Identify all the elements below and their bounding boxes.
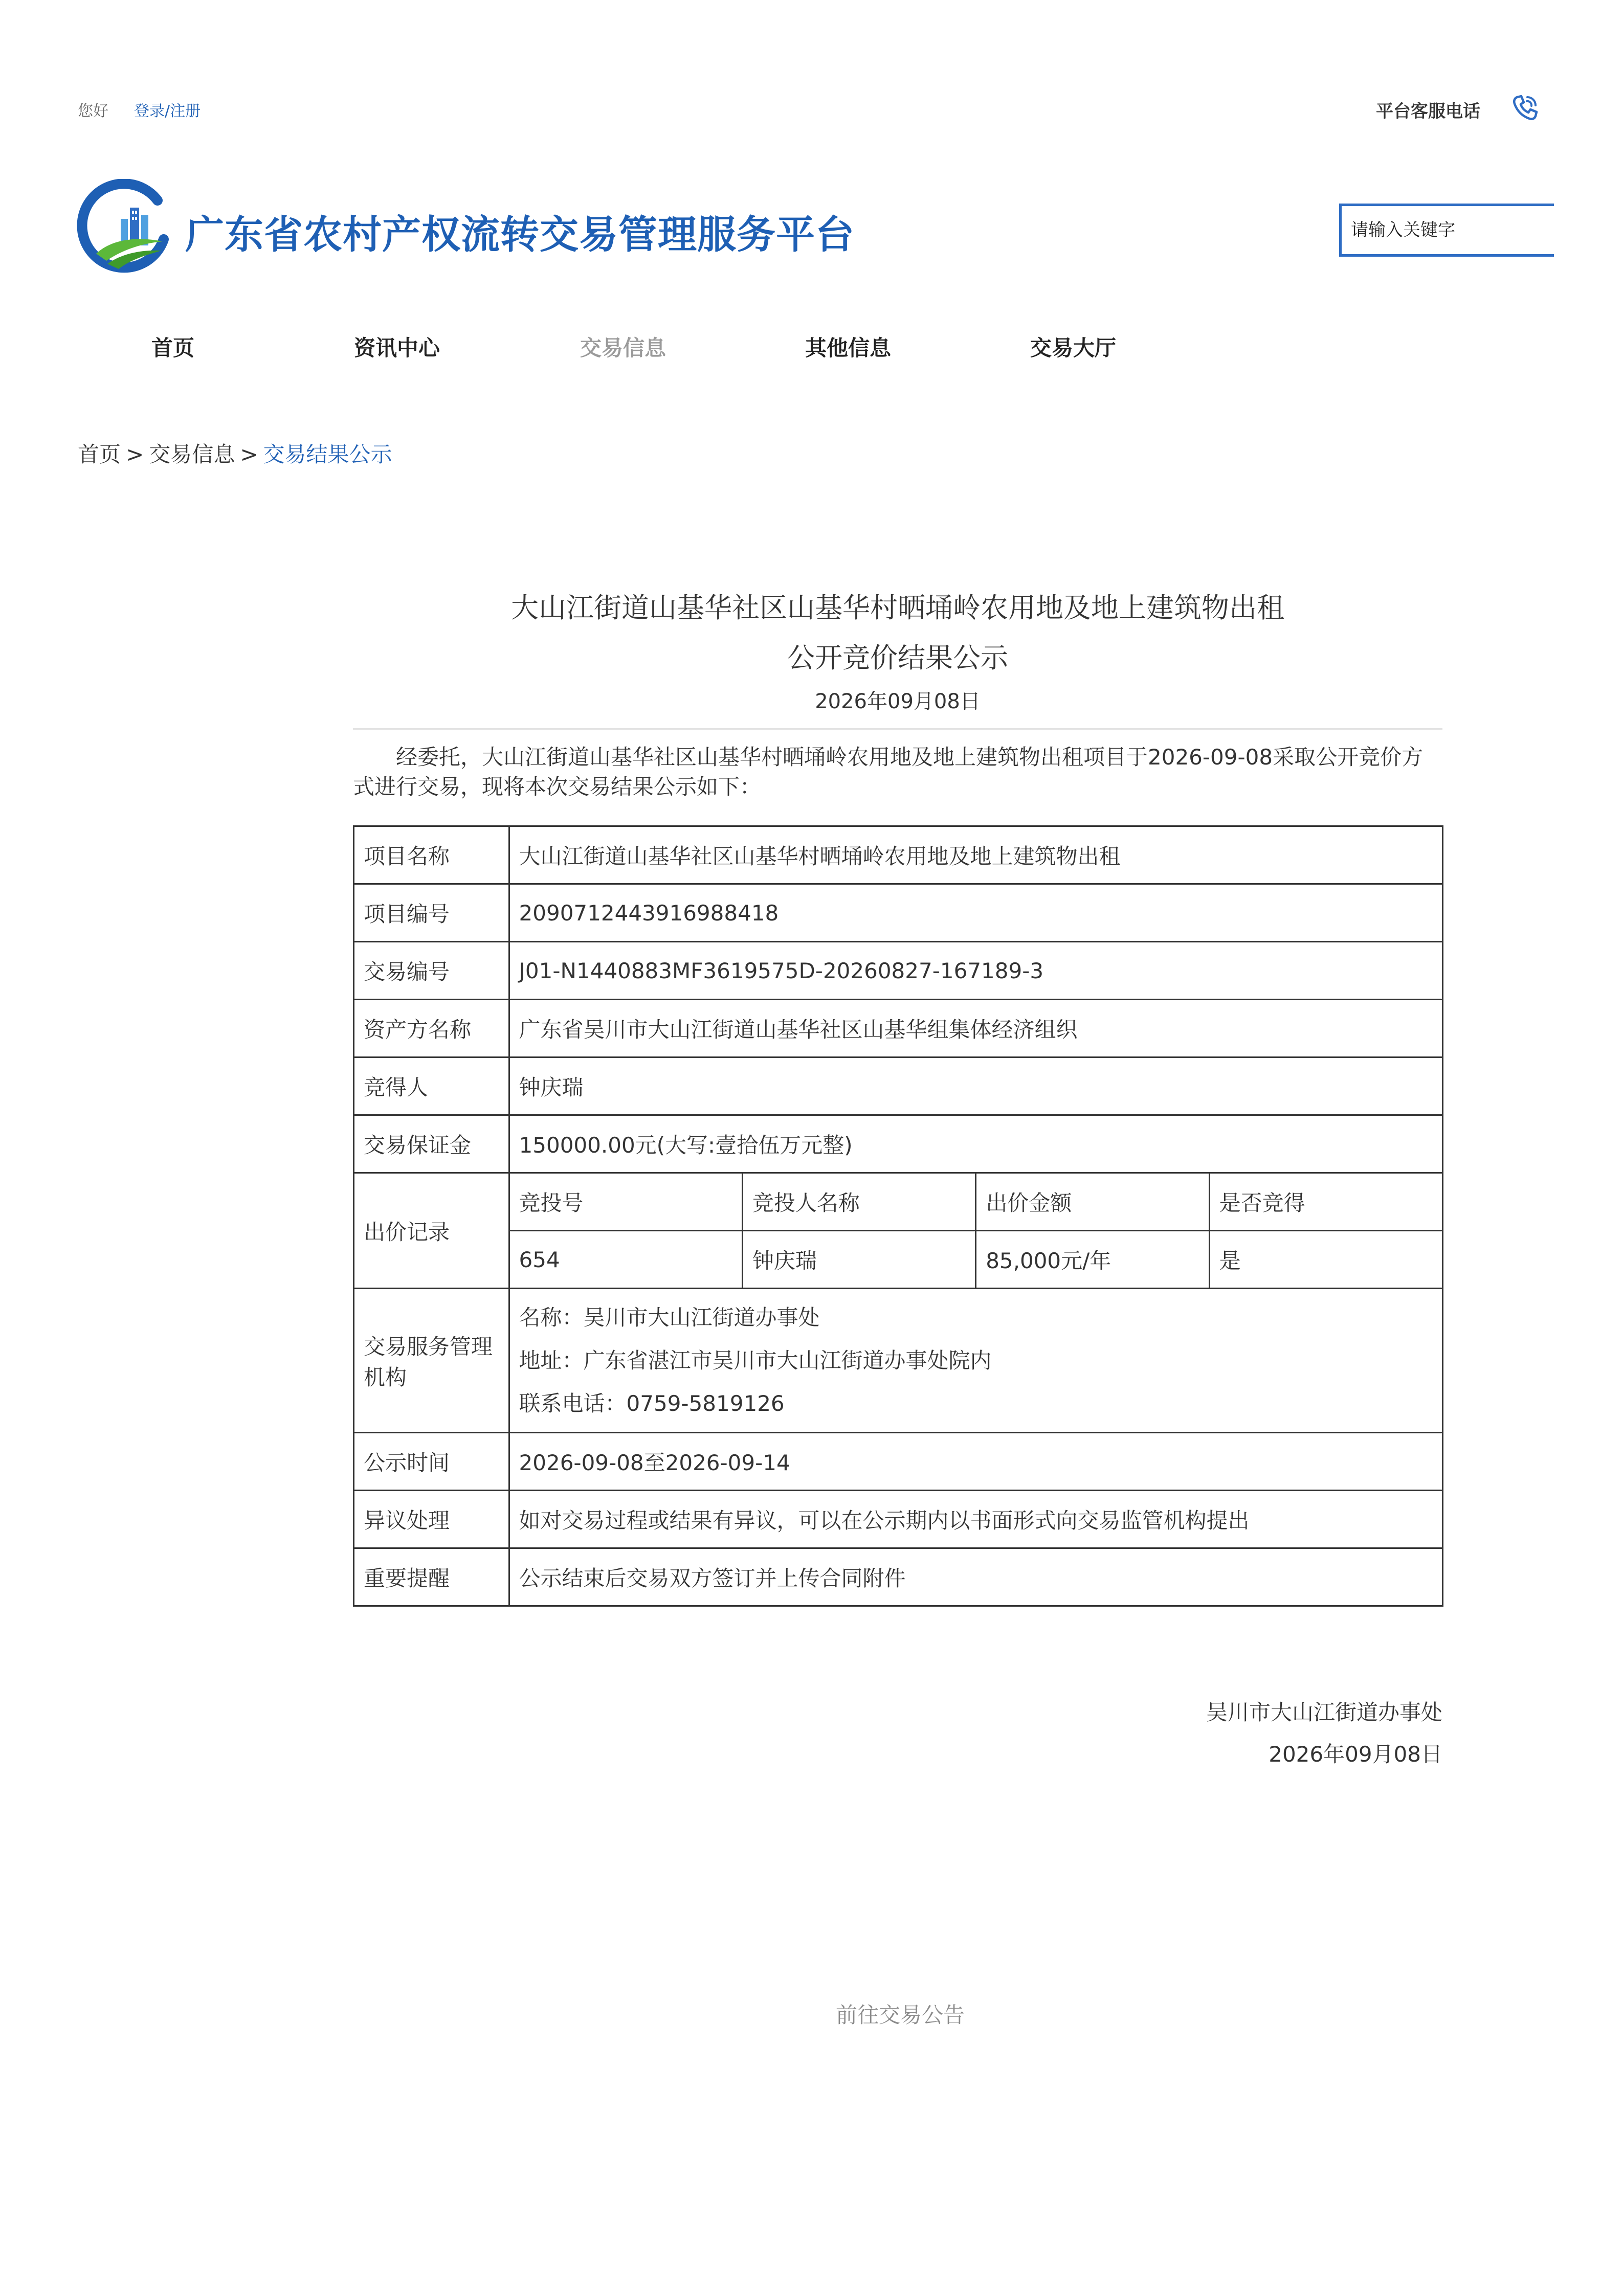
row-label: 项目名称 [354,826,509,884]
notice-intro: 经委托，大山江街道山基华社区山基华村晒埇岭农用地及地上建筑物出租项目于2026-09-08采取公开竞价方式进行交易，现将本次交易结果公示如下： [353,745,1424,799]
search-input[interactable] [1342,206,1554,254]
project-no-value: 2090712443916988418 [509,884,1442,942]
nav-item-trade-hall[interactable]: 交易大厅 [1030,335,1117,361]
title-divider [353,728,1442,730]
row-label: 项目编号 [354,884,509,942]
bid-header-cell: 是否竞得 [1209,1173,1442,1231]
table-row [354,1115,1443,1173]
site-title[interactable]: 广东省农村产权流转交易管理服务平台 [185,212,855,257]
row-label: 重要提醒 [354,1548,509,1606]
breadcrumb-section-link[interactable]: 交易信息 [149,442,235,467]
row-label: 交易服务管理机构 [354,1289,509,1433]
table-row [354,942,1443,1000]
row-label: 竞得人 [354,1057,509,1115]
row-label: 交易保证金 [354,1115,509,1173]
nav-item-trade-info[interactable]: 交易信息 [580,335,666,361]
table-row [354,1289,1443,1433]
period-value: 2026-09-08至2026-09-14 [509,1433,1442,1491]
bid-cell: 85,000元/年 [976,1231,1209,1289]
table-row [354,1173,1443,1231]
table-row [354,1433,1443,1491]
table-row [354,826,1443,884]
project-name-value: 大山江街道山基华社区山基华村晒埇岭农用地及地上建筑物出租 [509,826,1442,884]
nav-item-home[interactable]: 首页 [151,335,195,361]
breadcrumb-separator: > [126,442,144,467]
platform-logo-icon [76,179,173,276]
signature-date: 2026年09月08日 [1269,1742,1442,1767]
table-row [354,1548,1443,1606]
trade-no-value: J01-N1440883MF3619575D-20260827-167189-3 [509,942,1442,1000]
bid-cell: 654 [509,1231,742,1289]
breadcrumb-current: 交易结果公示 [263,442,392,467]
bid-cell: 是 [1209,1231,1442,1289]
greeting-text: 您好 [78,102,108,120]
breadcrumb-separator: > [240,442,258,467]
row-label: 交易编号 [354,942,509,1000]
table-row [354,884,1443,942]
table-row [354,1231,1443,1289]
row-label: 公示时间 [354,1433,509,1491]
phone-icon[interactable] [1510,92,1541,123]
objection-value: 如对交易过程或结果有异议，可以在公示期内以书面形式向交易监管机构提出 [509,1491,1442,1548]
owner-value: 广东省吴川市大山江街道山基华社区山基华组集体经济组织 [509,1000,1442,1057]
login-register-link[interactable]: 登录/注册 [134,102,201,120]
table-row [354,1057,1443,1115]
notice-title-line1: 大山江街道山基华社区山基华村晒埇岭农用地及地上建筑物出租 [511,592,1284,624]
hotline-label: 平台客服电话 [1376,101,1480,122]
goto-announcement-link[interactable]: 前往交易公告 [835,2002,965,2028]
search-box[interactable] [1339,204,1554,257]
service-org-phone: 联系电话：0759-5819126 [519,1390,785,1416]
reminder-value: 公示结束后交易双方签订并上传合同附件 [509,1548,1442,1606]
service-org-name: 名称：吴川市大山江街道办事处 [519,1304,820,1330]
service-org-address: 地址：广东省湛江市吴川市大山江街道办事处院内 [519,1347,992,1373]
nav-item-other-info[interactable]: 其他信息 [805,335,892,361]
service-org-cell [509,1289,1442,1433]
nav-item-news-center[interactable]: 资讯中心 [354,335,440,361]
deposit-value: 150000.00元(大写:壹拾伍万元整) [509,1115,1442,1173]
breadcrumb-home-link[interactable]: 首页 [78,442,121,467]
row-label: 资产方名称 [354,1000,509,1057]
table-row [354,1000,1443,1057]
notice-date: 2026年09月08日 [815,690,981,713]
bid-header-cell: 竞投号 [509,1173,742,1231]
table-row [354,1491,1443,1548]
breadcrumb [78,438,392,468]
winner-value: 钟庆瑞 [509,1057,1442,1115]
bid-cell: 钟庆瑞 [742,1231,975,1289]
result-table [353,825,1443,1607]
signature-org: 吴川市大山江街道办事处 [1206,1700,1442,1725]
bid-header-cell: 出价金额 [976,1173,1209,1231]
notice-title-line2: 公开竞价结果公示 [787,642,1008,674]
row-label: 异议处理 [354,1491,509,1548]
row-label: 出价记录 [354,1173,509,1289]
bid-header-cell: 竞投人名称 [742,1173,975,1231]
